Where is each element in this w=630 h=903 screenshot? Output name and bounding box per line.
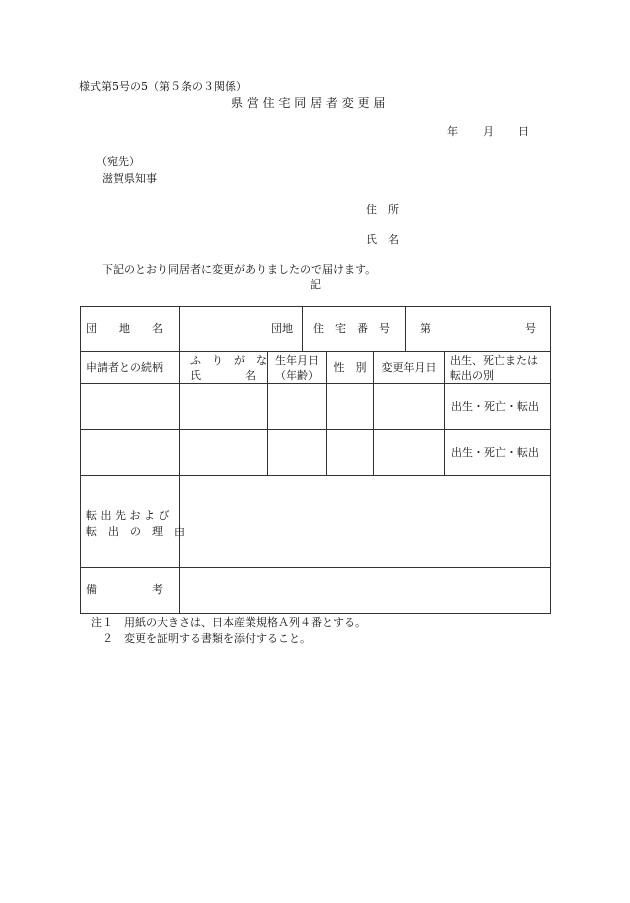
date-year-label: 年: [447, 125, 458, 138]
col-name-header: 氏 名: [190, 369, 256, 382]
danchi-label: 団 地 名: [86, 322, 163, 335]
table-border-top: [80, 306, 551, 307]
col-birth-header-1: 生年月日: [275, 354, 319, 367]
house-number-dai: 第: [420, 322, 431, 335]
table-line-v-top2: [405, 306, 406, 351]
date-month-label: 月: [483, 125, 494, 138]
table-line-h3: [80, 429, 551, 430]
ki-heading: 記: [310, 278, 321, 291]
col-sex-header: 性 別: [333, 361, 367, 374]
table-border-left: [80, 306, 81, 614]
intro-text: 下記のとおり同居者に変更がありましたので届けます。: [102, 263, 377, 276]
move-label-1: 転 出 先 お よ び: [86, 509, 170, 522]
table-line-v-label: [179, 306, 180, 614]
col-relation-header: 申請者との続柄: [86, 361, 163, 374]
col-change-date-header: 変更年月日: [381, 361, 437, 374]
table-line-h1: [80, 351, 551, 352]
col-furigana-header: ふ り が な: [190, 354, 267, 367]
move-label-2: 転 出 の 理 由: [86, 525, 185, 538]
col-type-header-2: 転出の別: [450, 369, 494, 382]
col-type-header-1: 出生、死亡または: [450, 354, 538, 367]
table-line-h4: [80, 475, 551, 476]
date-day-label: 日: [518, 125, 529, 138]
table-border-bottom: [80, 613, 551, 614]
row1-type-options: 出生・死亡・転出: [451, 400, 539, 413]
house-number-gou: 号: [525, 322, 536, 335]
table-line-v-top1: [302, 306, 303, 351]
form-number: 様式第5号の5（第５条の３関係）: [79, 80, 247, 93]
name-label: 氏 名: [366, 233, 399, 246]
address-label: 住 所: [366, 203, 399, 216]
remarks-label: 備 考: [86, 583, 163, 596]
note-2: ２ 変更を証明する書類を添付すること。: [91, 632, 311, 645]
house-number-label: 住 宅 番 号: [313, 322, 390, 335]
table-line-h2: [80, 383, 551, 384]
page-title: 県 営 住 宅 同 居 者 変 更 届: [231, 96, 386, 110]
addressee-label: （宛先）: [96, 155, 140, 168]
note-1: 注１ 用紙の大きさは、日本産業規格Ａ列４番とする。: [91, 616, 366, 629]
table-border-right: [550, 306, 551, 614]
table-line-v-c5: [444, 351, 445, 475]
col-birth-header-2: （年齢）: [275, 369, 319, 382]
addressee-name: 滋賀県知事: [102, 172, 157, 185]
danchi-suffix: 団地: [271, 322, 293, 335]
row2-type-options: 出生・死亡・転出: [451, 446, 539, 459]
table-line-h5: [80, 567, 551, 568]
